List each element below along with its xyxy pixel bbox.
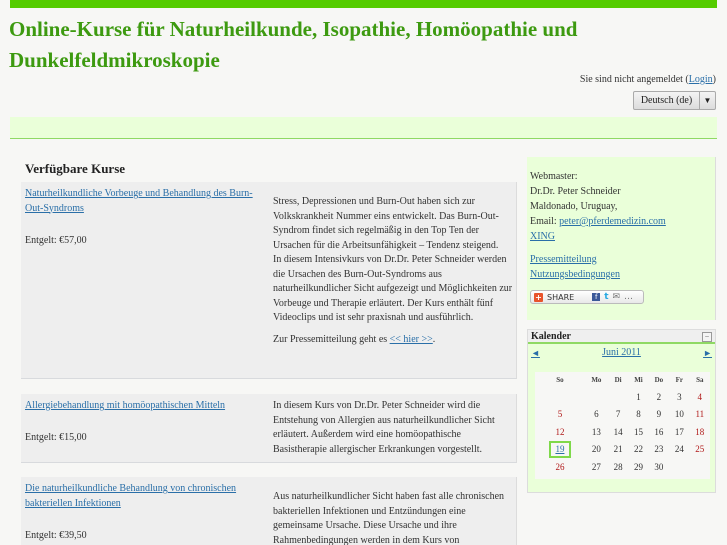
site-title: Online-Kurse für Naturheilkunde, Isopathie, Homöopathie und Dunkelfeldmikroskopie bbox=[9, 17, 578, 72]
today-link[interactable]: 19 bbox=[549, 441, 571, 458]
login-link[interactable]: Login bbox=[688, 74, 713, 85]
course-item bbox=[21, 477, 517, 545]
weekday-header: Do bbox=[654, 376, 664, 384]
login-status-text: Sie sind nicht angemeldet ( bbox=[579, 74, 689, 85]
calendar-day: 8 bbox=[636, 409, 641, 420]
facebook-icon: f bbox=[592, 293, 600, 301]
calendar-day: 25 bbox=[695, 444, 705, 455]
language-value: Deutsch (de) bbox=[634, 92, 700, 109]
course-price: Entgelt: €15,00 bbox=[25, 432, 87, 443]
course-info bbox=[25, 187, 255, 216]
calendar-day: 11 bbox=[695, 409, 705, 420]
course-description-p2: In diesem Intensivkurs von Dr.Dr. Peter Schneider werden die Ursachen des Burn-Out-Syndroms aus naturheilkundlicher Sicht aufgezeigt und Möglichkeiten zur Vorbeuge und Therapie erläutert. Der Kurs enthält fünf Videoclips und ist sehr praxisnah und ausführlich. bbox=[273, 254, 513, 323]
email-link[interactable]: peter@pferdemedizin.com bbox=[559, 216, 666, 227]
plus-icon: + bbox=[535, 292, 542, 302]
course-title-link[interactable]: Allergiebehandlung mit homöopathischen Mitteln bbox=[25, 400, 226, 411]
terms-link[interactable]: Nutzungsbedingungen bbox=[530, 269, 620, 280]
calendar-day: 26 bbox=[555, 461, 565, 472]
course-price: Entgelt: €57,00 bbox=[25, 235, 87, 246]
calendar-day: 10 bbox=[674, 409, 684, 420]
weekday-header: Di bbox=[614, 376, 622, 384]
calendar-day: 28 bbox=[613, 461, 623, 472]
weekday-header: Mi bbox=[634, 376, 643, 384]
calendar-day: 20 bbox=[591, 444, 601, 455]
course-description bbox=[273, 399, 513, 457]
calendar-nav bbox=[528, 344, 715, 364]
weekday-header: Sa bbox=[696, 376, 704, 384]
press-release-link[interactable]: << hier >> bbox=[389, 333, 433, 345]
calendar-day: 5 bbox=[557, 409, 563, 420]
weekday-header: So bbox=[556, 376, 564, 384]
calendar-day: 17 bbox=[674, 426, 684, 437]
course-description-p1: Aus naturheilkundlicher Sicht haben fast alle chronischen bakteriellen Infektionen und Entzündungen eine gemeinsame Ursache. Diese Ursache und ihre Rahmenbedingungen werden in dem Kurs von bbox=[273, 491, 505, 545]
calendar-day: 29 bbox=[633, 461, 643, 472]
calendar-block bbox=[527, 329, 716, 493]
webmaster-label: Webmaster: bbox=[530, 171, 578, 182]
course-info bbox=[25, 399, 255, 414]
course-item bbox=[21, 182, 517, 379]
more-icon: … bbox=[624, 291, 634, 302]
top-accent-bar bbox=[10, 0, 717, 8]
course-price: Entgelt: €39,50 bbox=[25, 530, 87, 541]
calendar-day: 6 bbox=[594, 409, 599, 420]
email-label: Email: bbox=[530, 216, 560, 227]
chevron-down-icon[interactable]: ▼ bbox=[703, 96, 712, 105]
calendar-day: 15 bbox=[633, 426, 643, 437]
calendar-day bbox=[535, 388, 585, 406]
calendar-day: 12 bbox=[555, 426, 565, 437]
share-button[interactable] bbox=[530, 290, 644, 304]
press-release-text: Zur Pressemitteilung geht es bbox=[273, 333, 390, 345]
press-release-period: . bbox=[432, 333, 436, 345]
calendar-day: 13 bbox=[591, 426, 601, 437]
calendar-day: 21 bbox=[613, 444, 623, 455]
available-courses-heading: Verfügbare Kurse bbox=[25, 161, 126, 176]
webmaster-name: Dr.Dr. Peter Schneider bbox=[530, 186, 621, 197]
calendar-day: 27 bbox=[591, 461, 601, 472]
login-info bbox=[580, 74, 716, 85]
press-release-sidebar-link[interactable]: Pressemitteilung bbox=[530, 254, 597, 265]
calendar-title: Kalender bbox=[531, 331, 571, 342]
xing-link[interactable]: XING bbox=[530, 231, 555, 242]
calendar-day bbox=[690, 458, 710, 476]
calendar-day: 14 bbox=[613, 426, 623, 437]
course-info bbox=[25, 482, 255, 511]
current-month-link[interactable]: Juni 2011 bbox=[602, 347, 641, 358]
webmaster-email-row bbox=[530, 214, 715, 229]
login-paren: ) bbox=[712, 74, 716, 85]
course-item bbox=[21, 394, 517, 463]
calendar-day: 2 bbox=[656, 391, 662, 402]
calendar-day: 24 bbox=[674, 444, 684, 455]
webmaster-block bbox=[527, 157, 716, 320]
calendar-day: 1 bbox=[636, 391, 641, 402]
weekday-header: Fr bbox=[675, 376, 684, 384]
navigation-bar bbox=[10, 117, 717, 139]
calendar-day: 16 bbox=[654, 426, 664, 437]
previous-month-icon[interactable]: ◄ bbox=[531, 348, 540, 358]
calendar-day: 4 bbox=[697, 391, 703, 402]
course-description bbox=[273, 195, 513, 347]
calendar-day: 3 bbox=[677, 391, 682, 402]
twitter-icon: t bbox=[604, 291, 609, 302]
calendar-day: 22 bbox=[633, 444, 643, 455]
calendar-day bbox=[608, 388, 628, 406]
calendar-day-today[interactable] bbox=[535, 441, 585, 459]
calendar-day: 7 bbox=[615, 409, 621, 420]
course-title-link[interactable]: Die naturheilkundliche Behandlung von chronischen bakteriellen Infektionen bbox=[25, 483, 237, 509]
calendar-day: 30 bbox=[654, 461, 664, 472]
calendar-header bbox=[528, 329, 715, 344]
weekday-header: Mo bbox=[591, 376, 602, 384]
mail-icon: ✉ bbox=[612, 291, 621, 302]
press-release-line bbox=[273, 333, 513, 348]
calendar-day: 9 bbox=[656, 409, 662, 420]
calendar-day: 23 bbox=[654, 444, 664, 455]
course-description-p1: In diesem Kurs von Dr.Dr. Peter Schneider wird die Entstehung von Allergien aus naturheilkundlicher Sicht erläutert. Außerdem wird eine homöopathische Basistherapie allergischer Erkrankungen vorgestellt. bbox=[273, 400, 495, 455]
course-description-p1: Stress, Depressionen und Burn-Out haben sich zur Volkskrankheit Nummer eins entwickelt. Das Burn-Out-Syndrom findet sich regelmäßig in den Top Ten der Ursachen für die Arbeitsunfähigkeit – Tendenz steigend. bbox=[273, 196, 499, 251]
next-month-icon[interactable]: ► bbox=[703, 348, 712, 358]
calendar-grid bbox=[535, 372, 710, 479]
collapse-icon[interactable]: − bbox=[702, 332, 712, 342]
webmaster-location: Maldonado, Uruguay, bbox=[530, 201, 618, 212]
language-select[interactable] bbox=[633, 91, 716, 110]
calendar-day bbox=[669, 458, 689, 476]
course-description bbox=[273, 490, 513, 545]
course-title-link[interactable]: Naturheilkundliche Vorbeuge und Behandlung des Burn-Out-Syndroms bbox=[25, 188, 253, 214]
calendar-day: 18 bbox=[695, 426, 705, 437]
share-label: SHARE bbox=[547, 292, 575, 302]
calendar-day bbox=[585, 388, 608, 406]
